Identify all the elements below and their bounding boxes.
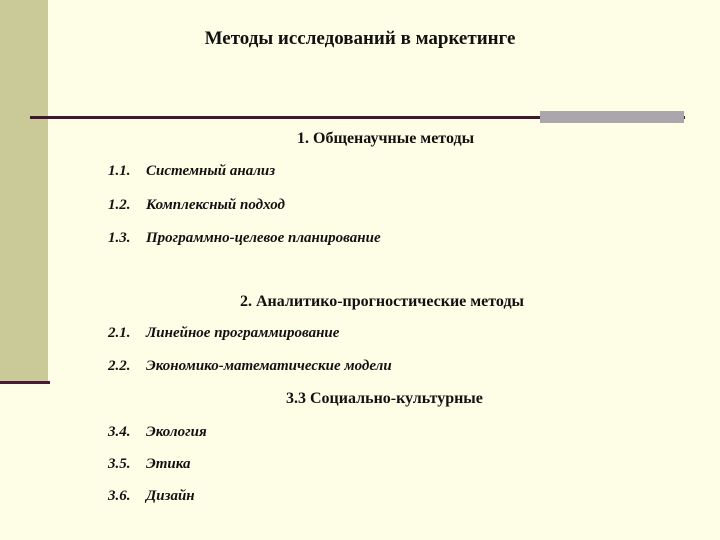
section-heading-sociocultural: 3.3 Социально-культурные <box>286 390 483 407</box>
item-label: Линейное программирование <box>146 325 340 341</box>
sidebar-decoration <box>0 0 48 382</box>
list-item <box>108 488 195 505</box>
item-number: 1.1. <box>108 163 131 179</box>
item-number: 3.5. <box>108 456 131 472</box>
list-item <box>108 197 285 214</box>
item-number: 2.1. <box>108 325 131 341</box>
item-label: Экология <box>146 424 207 440</box>
list-item <box>108 163 275 180</box>
item-number: 3.4. <box>108 424 131 440</box>
item-label: Экономико-математические модели <box>146 358 392 374</box>
item-number: 1.3. <box>108 230 131 246</box>
item-number: 1.2. <box>108 197 131 213</box>
item-label: Системный анализ <box>146 163 276 179</box>
item-number: 2.2. <box>108 358 131 374</box>
item-label: Комплексный подход <box>146 197 285 213</box>
list-item <box>108 456 191 473</box>
item-number: 3.6. <box>108 488 131 504</box>
item-label: Дизайн <box>146 488 195 504</box>
item-label: Этика <box>146 456 191 472</box>
section-heading-general: 1. Общенаучные методы <box>297 130 475 147</box>
list-item <box>108 230 381 247</box>
list-item <box>108 325 339 342</box>
accent-block <box>540 111 684 123</box>
section-heading-analytic: 2. Аналитико-прогностические методы <box>240 293 525 310</box>
list-item <box>108 358 392 375</box>
list-item <box>108 424 207 441</box>
sidebar-divider <box>0 381 50 384</box>
item-label: Программно-целевое планирование <box>146 230 381 246</box>
slide-title: Методы исследований в маркетинге <box>204 28 516 49</box>
